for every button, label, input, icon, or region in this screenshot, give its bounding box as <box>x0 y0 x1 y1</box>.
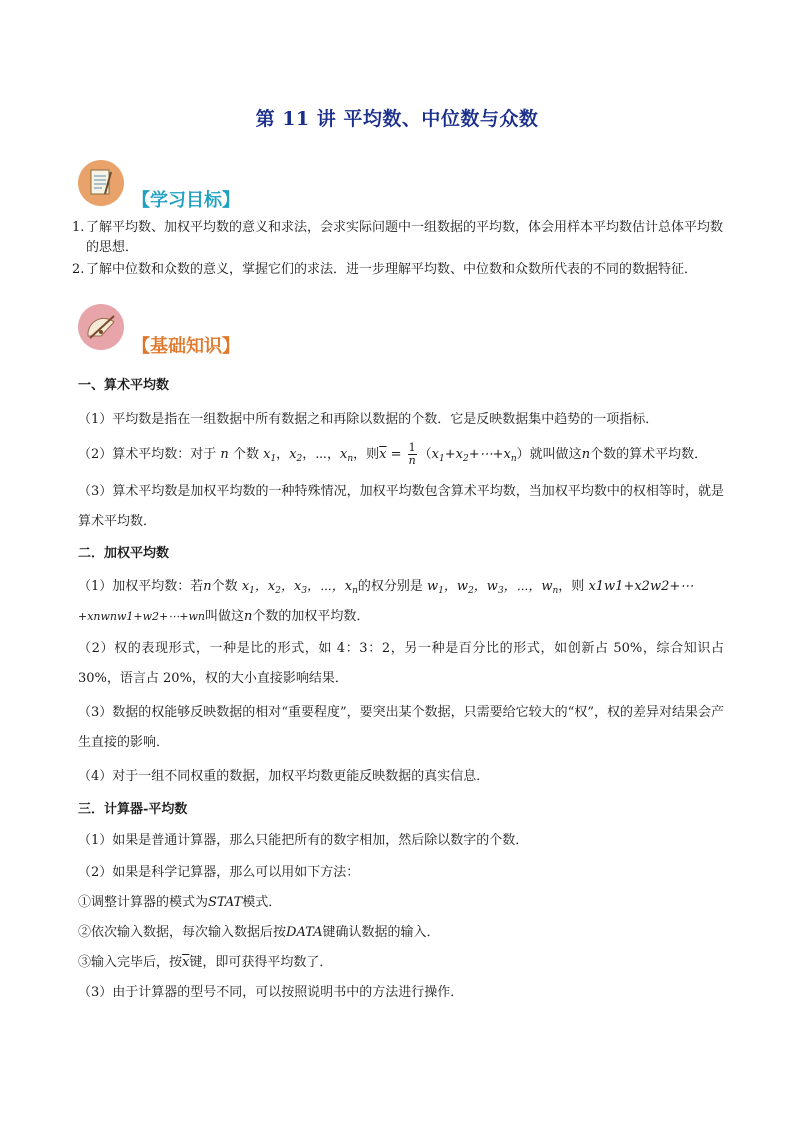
goal-number: 2. <box>72 262 85 277</box>
section-heading-arithmetic-mean: 一、算术平均数 <box>78 378 170 393</box>
page-title: 第 11 讲 平均数、中位数与众数 <box>255 108 539 130</box>
sum-expression: $x_1+x_2+\cdots+x_n$ <box>431 447 517 464</box>
paragraph-weighted-formula <box>78 572 724 606</box>
text-span: ，则 <box>558 579 585 594</box>
mean-symbol: $\overline{x}$ <box>379 447 387 462</box>
text-span: 键确认数据的输入． <box>322 925 440 940</box>
paragraph: （2）如果是科学记算器，那么可以用如下方法： <box>78 865 360 880</box>
var-n: n <box>220 447 229 462</box>
weighted-formula-part: x1w1+x2w2+⋯ <box>588 579 694 594</box>
text-span: ③输入完毕后，按 <box>78 955 183 970</box>
equals-sign: = <box>386 447 406 462</box>
text-span: 个数 <box>211 579 238 594</box>
fraction: $\frac{1}{n}$ <box>408 441 416 467</box>
paragraph-arithmetic-formula: （2）算术平均数：对于 n 个数 $x_1$，$x_2$，⋯，$x_n$，则$\overline{x}$ = $\frac{1}{n}$ $(x_1+x_2+\cdots+x_n)$就叫做这n个数的算术平均数． <box>78 441 708 467</box>
text-span: 个数 <box>232 447 259 462</box>
paragraph-weighted-formula-cont <box>78 602 724 632</box>
paragraph: （2）权的表现形式，一种是比的形式，如 4：3：2，另一种是百分比的形式，如创新占 50%，综合知识占 30%，语言占 20%，权的大小直接影响结果． <box>78 641 724 686</box>
paragraph: （1）如果是普通计算器，那么只能把所有的数字相加，然后除以数字的个数． <box>78 833 529 848</box>
w-list: $w_1$，$w_2$，$w_3$，⋯，$w_n$ <box>427 579 559 596</box>
text-span: 叫做这 <box>204 609 244 624</box>
step-1 <box>78 888 724 918</box>
notebook-icon <box>78 160 124 206</box>
var-xn: $x_n$ <box>339 447 354 464</box>
text-span: 个数的加权平均数． <box>252 609 370 624</box>
paragraph: （3）由于计算器的型号不同，可以按照说明书中的方法进行操作． <box>78 985 464 1000</box>
weighted-formula-part: +xnwnw1+w2+⋯+wn <box>78 610 205 623</box>
text-span: 就叫做这 <box>529 447 582 462</box>
base-heading: 【基础知识】 <box>132 336 240 357</box>
text-span: 个数的算术平均数． <box>590 447 708 462</box>
var-n: n <box>244 609 253 624</box>
key-data: DATA <box>286 925 323 940</box>
goal-section-header <box>78 160 378 210</box>
goal-item-2 <box>72 260 728 280</box>
paragraph: （1）平均数是指在一组数据中所有数据之和再除以数据的个数．它是反映数据集中趋势的一项指标． <box>78 412 659 427</box>
paragraph: （3）算术平均数是加权平均数的一种特殊情况，加权平均数包含算术平均数，当加权平均数中的权相等时，就是算术平均数． <box>78 484 724 529</box>
var-n: n <box>581 447 591 462</box>
step-3 <box>78 948 724 978</box>
text-span: ，则 <box>353 447 380 462</box>
text-span: ①调整计算器的模式为 <box>78 895 209 910</box>
goal-heading: 【学习目标】 <box>132 190 240 211</box>
key-stat: STAT <box>208 895 243 910</box>
text-span: （2）算术平均数：对于 <box>78 447 217 462</box>
text-span: （1）加权平均数：若 <box>78 579 204 594</box>
section-heading-calculator: 三．计算器-平均数 <box>78 802 188 817</box>
step-2 <box>78 918 724 948</box>
text-span: 键，即可获得平均数了． <box>189 955 333 970</box>
key-mean: $\overline{x}$ <box>182 955 190 970</box>
paragraph: （4）对于一组不同权重的数据，加权平均数更能反映数据的真实信息． <box>78 769 490 784</box>
goal-text: 了解中位数和众数的意义，掌握它们的求法．进一步理解平均数、中位数和众数所代表的不同的数据特征． <box>86 262 698 277</box>
text-span: 模式． <box>242 895 282 910</box>
section-heading-weighted-mean: 二．加权平均数 <box>78 546 170 561</box>
var-n: n <box>203 579 212 594</box>
var-x2: $x_2$ <box>289 447 303 464</box>
base-section-header <box>78 304 378 357</box>
var-x1: $x_1$ <box>263 447 277 464</box>
goal-item-1 <box>72 218 728 258</box>
goal-number: 1. <box>72 220 85 235</box>
x-list: $x_1$，$x_2$，$x_3$，⋯，$x_n$ <box>241 579 358 596</box>
goal-text: 了解平均数、加权平均数的意义和求法，会求实际问题中一组数据的平均数，体会用样本平均数估计总体平均数的思想． <box>86 220 724 255</box>
text-span: 的权分别是 <box>357 579 423 594</box>
paragraph: （3）数据的权能够反映数据的相对“重要程度”，要突出某个数据，只需要给它较大的“权”，权的差异对结果会产生直接的影响． <box>78 705 724 750</box>
protractor-icon <box>78 304 124 350</box>
text-span: ②依次输入数据，每次输入数据后按 <box>78 925 287 940</box>
